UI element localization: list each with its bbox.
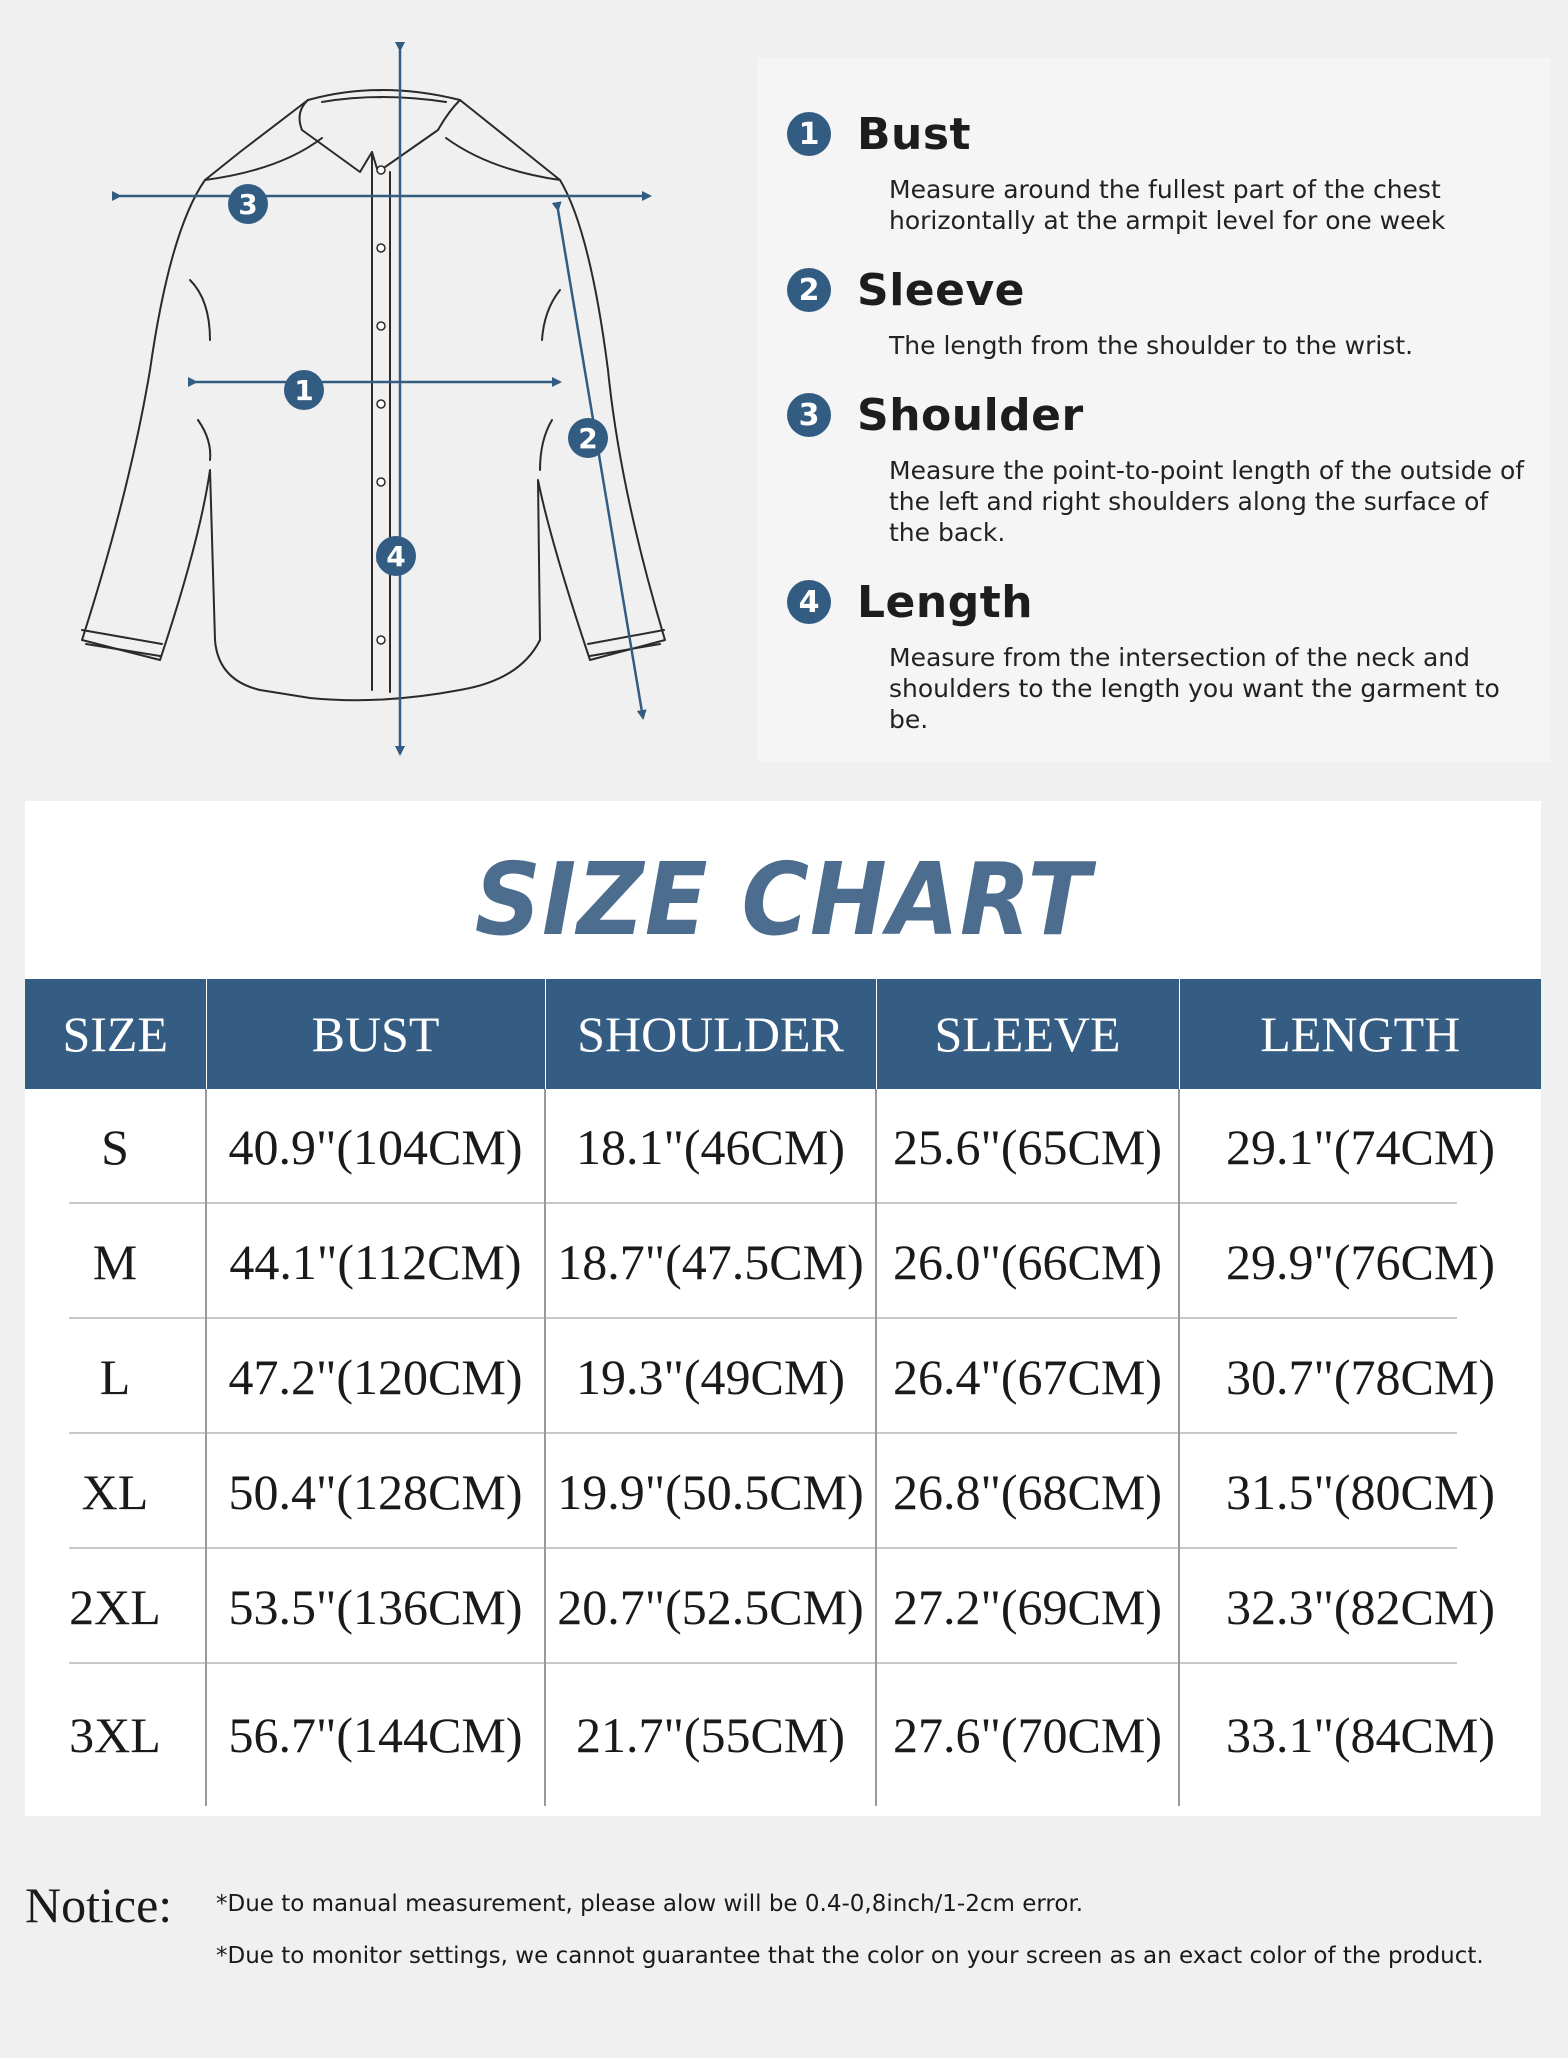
notice-line: *Due to monitor settings, we cannot guarantee that the color on your screen as an exact color of the product.	[216, 1943, 1484, 1969]
size-cell: 3XL	[25, 1664, 206, 1806]
table-row	[25, 1204, 1541, 1319]
shirt-buttons	[377, 166, 385, 644]
size-cell: S	[25, 1089, 206, 1204]
table-row	[25, 1319, 1541, 1434]
shoulder-cell: 19.3"(49CM)	[545, 1319, 876, 1434]
number-4-icon: 4	[787, 580, 831, 624]
guide-description: Measure the point-to-point length of the outside of the left and right shoulders along the surface of the back.	[889, 456, 1525, 547]
number-1-icon: 1	[787, 112, 831, 156]
notice-line: *Due to manual measurement, please alow will be 0.4-0,8inch/1-2cm error.	[216, 1891, 1084, 1917]
bust-cell: 53.5"(136CM)	[206, 1549, 545, 1664]
sleeve-cell: 27.6"(70CM)	[876, 1664, 1179, 1806]
column-header-length: LENGTH	[1179, 979, 1541, 1089]
number-2-icon: 2	[787, 268, 831, 312]
length-cell: 31.5"(80CM)	[1179, 1434, 1541, 1549]
size-cell: L	[25, 1319, 206, 1434]
bust-cell: 40.9"(104CM)	[206, 1089, 545, 1204]
size-chart-table	[25, 979, 1541, 1806]
length-cell: 33.1"(84CM)	[1225, 1707, 1496, 1763]
guide-item-sleeve	[787, 262, 1530, 361]
shoulder-cell: 20.7"(52.5CM)	[545, 1549, 876, 1664]
table-row	[25, 1434, 1541, 1549]
guide-item-length	[787, 574, 1530, 735]
sleeve-cell: 26.0"(66CM)	[876, 1204, 1179, 1319]
length-cell: 29.1"(74CM)	[1179, 1089, 1541, 1204]
guide-description: Measure around the fullest part of the chest horizontally at the armpit level for one week	[889, 175, 1446, 235]
column-header-shoulder: SHOULDER	[545, 979, 876, 1089]
bust-marker-label: 1	[294, 374, 314, 407]
number-3-icon: 3	[787, 393, 831, 437]
size-chart-panel	[25, 801, 1541, 1816]
table-row	[25, 1549, 1541, 1664]
size-cell: 2XL	[25, 1549, 206, 1664]
sleeve-marker-label: 2	[578, 422, 598, 455]
size-cell: XL	[25, 1434, 206, 1549]
column-header-size: SIZE	[25, 979, 206, 1089]
size-cell: M	[25, 1204, 206, 1319]
column-header-sleeve: SLEEVE	[876, 979, 1179, 1089]
bust-marker	[284, 370, 324, 410]
bust-cell: 47.2"(120CM)	[206, 1319, 545, 1434]
bust-cell: 44.1"(112CM)	[206, 1204, 545, 1319]
shoulder-cell: 18.1"(46CM)	[545, 1089, 876, 1204]
guide-item-bust	[787, 106, 1530, 236]
length-cell: 29.9"(76CM)	[1179, 1204, 1541, 1319]
guide-description: Measure from the intersection of the neck and shoulders to the length you want the garment to be.	[889, 643, 1500, 734]
bust-cell: 56.7"(144CM)	[206, 1664, 545, 1806]
sleeve-cell: 27.2"(69CM)	[876, 1549, 1179, 1664]
shirt-outline	[82, 90, 665, 700]
measurement-guide	[757, 58, 1550, 762]
shoulder-cell: 19.9"(50.5CM)	[545, 1434, 876, 1549]
length-cell: 30.7"(78CM)	[1179, 1319, 1541, 1434]
sleeve-cell: 26.4"(67CM)	[876, 1319, 1179, 1434]
shoulder-marker	[228, 184, 268, 224]
table-row	[25, 1664, 1541, 1806]
sleeve-cell: 25.6"(65CM)	[876, 1089, 1179, 1204]
guide-description: The length from the shoulder to the wrist.	[889, 331, 1414, 360]
guide-title: Bust	[857, 108, 972, 160]
notice-label: Notice:	[25, 1877, 173, 1933]
column-header-bust: BUST	[206, 979, 545, 1089]
length-marker-label: 4	[386, 540, 406, 573]
shoulder-cell: 18.7"(47.5CM)	[545, 1204, 876, 1319]
size-chart-title: SIZE CHART	[474, 841, 1092, 958]
shoulder-cell: 21.7"(55CM)	[545, 1664, 876, 1806]
sleeve-marker	[568, 418, 608, 458]
guide-title: Sleeve	[857, 264, 1025, 316]
guide-title: Shoulder	[857, 389, 1084, 441]
guide-item-shoulder	[787, 387, 1530, 548]
bust-cell: 50.4"(128CM)	[206, 1434, 545, 1549]
length-cell: 32.3"(82CM)	[1179, 1549, 1541, 1664]
shoulder-marker-label: 3	[238, 188, 258, 221]
table-header-row	[25, 979, 1541, 1089]
guide-title: Length	[857, 576, 1034, 628]
table-row	[25, 1089, 1541, 1204]
length-marker	[376, 536, 416, 576]
sleeve-cell: 26.8"(68CM)	[876, 1434, 1179, 1549]
shirt-measurement-diagram	[60, 40, 680, 770]
